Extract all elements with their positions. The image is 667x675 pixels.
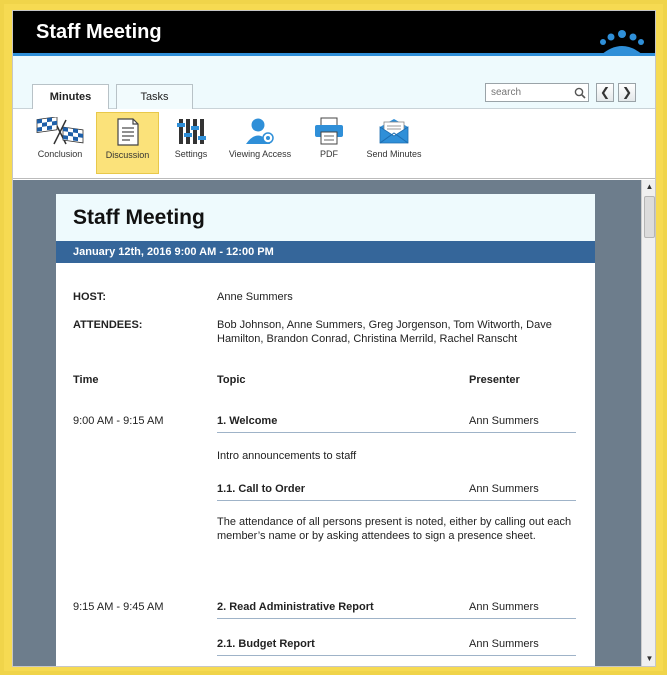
conclusion-label: Conclusion <box>37 149 83 159</box>
agenda-divider <box>217 432 576 433</box>
search-icon[interactable] <box>574 87 586 99</box>
team-logo-icon <box>599 29 645 55</box>
host-value: Anne Summers <box>217 291 293 303</box>
pdf-label: PDF <box>320 149 338 159</box>
app-window <box>12 10 656 667</box>
agenda-presenter: Ann Summers <box>469 638 539 650</box>
agenda-note: Intro announcements to staff <box>217 450 357 462</box>
tab-minutes[interactable]: Minutes <box>32 84 109 111</box>
pdf-button[interactable] <box>304 112 354 174</box>
agenda-topic: 1. Welcome <box>217 415 278 427</box>
column-time: Time <box>73 374 99 386</box>
agenda-presenter: Ann Summers <box>469 415 539 427</box>
send-minutes-button[interactable] <box>362 112 426 174</box>
discussion-button[interactable] <box>96 112 159 174</box>
agenda-topic: 2. Read Administrative Report <box>217 601 374 613</box>
envelope-icon <box>378 117 410 145</box>
agenda-time: 9:15 AM - 9:45 AM <box>73 601 164 613</box>
agenda-presenter: Ann Summers <box>469 601 539 613</box>
checkered-flags-icon <box>34 117 86 145</box>
document-header <box>56 194 595 241</box>
document-icon <box>115 118 141 146</box>
discussion-label: Discussion <box>105 150 150 160</box>
prev-button[interactable]: ❮ <box>596 83 614 102</box>
settings-label: Settings <box>174 149 208 159</box>
sliders-icon <box>176 117 206 145</box>
agenda-divider <box>217 655 576 656</box>
meeting-date-bar: January 12th, 2016 9:00 AM - 12:00 PM <box>56 241 595 263</box>
viewing-access-label: Viewing Access <box>228 149 292 159</box>
agenda-divider <box>217 618 576 619</box>
next-button[interactable]: ❯ <box>618 83 636 102</box>
title-bar <box>13 11 656 56</box>
column-topic: Topic <box>217 374 246 386</box>
minutes-document <box>56 194 595 667</box>
attendees-label: ATTENDEES: <box>73 319 143 331</box>
column-presenter: Presenter <box>469 374 520 386</box>
scroll-down-arrow-icon[interactable]: ▼ <box>645 654 654 663</box>
send-minutes-label: Send Minutes <box>366 149 422 159</box>
scroll-thumb[interactable] <box>644 196 655 238</box>
scroll-up-arrow-icon[interactable]: ▲ <box>645 182 654 191</box>
app-title: Staff Meeting <box>36 21 162 43</box>
agenda-time: 9:00 AM - 9:15 AM <box>73 415 164 427</box>
toolbar <box>13 109 656 179</box>
user-access-icon <box>245 117 275 145</box>
agenda-divider <box>217 500 576 501</box>
tab-bar <box>13 56 656 109</box>
tab-tasks[interactable]: Tasks <box>116 84 193 110</box>
printer-icon <box>314 117 344 145</box>
agenda-subtopic: 1.1. Call to Order <box>217 483 306 495</box>
agenda-presenter: Ann Summers <box>469 483 539 495</box>
conclusion-button[interactable] <box>26 112 94 174</box>
agenda-note: The attendance of all persons present is noted, either by calling out each member’s name or by asking attendees to sign a presence sheet. <box>217 516 572 542</box>
host-label: HOST: <box>73 291 106 303</box>
vertical-scrollbar[interactable] <box>641 180 656 667</box>
agenda-subtopic: 2.1. Budget Report <box>217 638 315 650</box>
document-title: Staff Meeting <box>73 206 205 229</box>
settings-button[interactable] <box>163 112 219 174</box>
attendees-value: Bob Johnson, Anne Summers, Greg Jorgenson, Tom Witworth, Dave Hamilton, Brandon Conrad, Christina Merrild, Rachel Ranscht <box>217 319 552 345</box>
viewing-access-button[interactable] <box>223 112 297 174</box>
